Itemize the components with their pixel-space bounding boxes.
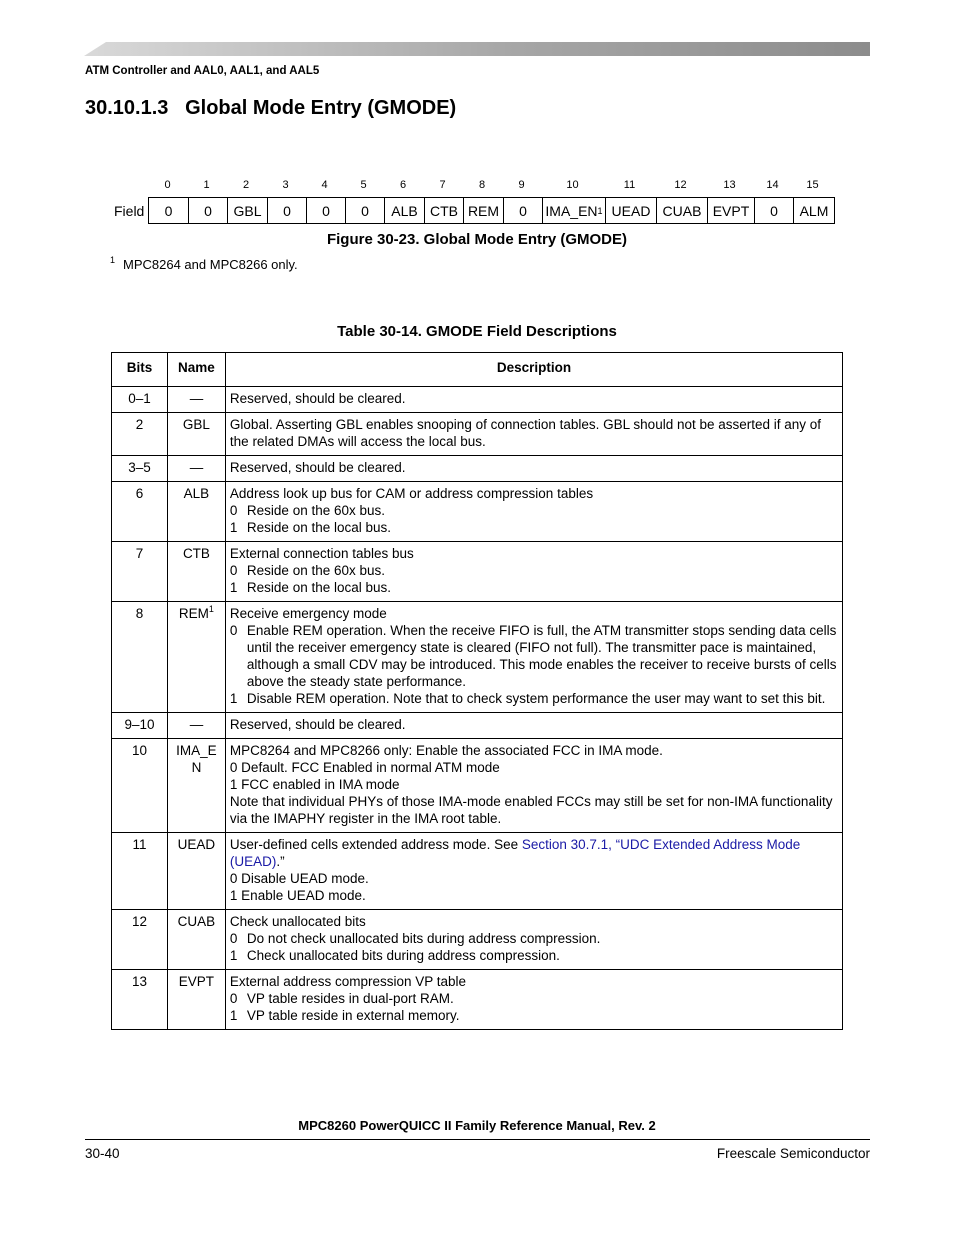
running-header: ATM Controller and AAL0, AAL1, and AAL5 bbox=[85, 65, 320, 77]
table-row bbox=[112, 542, 843, 602]
cell-bits: 2 bbox=[112, 413, 168, 456]
header-bar bbox=[84, 42, 870, 56]
cell-name-text: GBL bbox=[182, 417, 210, 432]
cell-description bbox=[225, 456, 842, 482]
cell-bits: 9–10 bbox=[112, 713, 168, 739]
description-line: External connection tables bus bbox=[229, 546, 414, 561]
register-field-text: CUAB bbox=[662, 202, 702, 219]
cell-name-text: IMA_EN bbox=[176, 743, 217, 775]
cell-name bbox=[167, 602, 225, 713]
register-field bbox=[754, 198, 793, 223]
table-row bbox=[112, 456, 843, 482]
item-value: 1 bbox=[229, 948, 238, 963]
item-value: 0 bbox=[229, 503, 238, 518]
table-row bbox=[112, 739, 843, 833]
item-text: VP table resides in dual-port RAM. bbox=[246, 991, 454, 1006]
item-text: Do not check unallocated bits during address compression. bbox=[246, 931, 601, 946]
register-field-text: 0 bbox=[770, 202, 778, 219]
table-header-row bbox=[112, 353, 843, 387]
register-field-text: CTB bbox=[430, 202, 458, 219]
name-footnote-mark: 1 bbox=[208, 604, 214, 614]
bit-number: 15 bbox=[806, 179, 819, 191]
section-number: 30.10.1.3 bbox=[85, 97, 169, 119]
cell-name-text: — bbox=[189, 391, 204, 406]
register-field-text: 0 bbox=[519, 202, 527, 219]
register-field bbox=[188, 198, 227, 223]
field-descriptions-table bbox=[111, 352, 843, 1030]
register-field-text: UEAD bbox=[611, 202, 651, 219]
cell-name bbox=[167, 456, 225, 482]
register-bit-numbers bbox=[148, 179, 833, 191]
cell-description bbox=[225, 602, 842, 713]
footer-title: MPC8260 PowerQUICC II Family Reference Manual, Rev. 2 bbox=[298, 1118, 656, 1133]
item-text: Enable REM operation. When the receive FIFO is full, the ATM transmitter stops sending data cells until the receiver emergency state is cleared (FIFO not full). The transmitter pace is maintained, although a small CDV may be introduced. This mode enables the receiver to receive bursts of cells above the steady state performance. bbox=[246, 623, 837, 689]
item-value: 1 bbox=[229, 691, 238, 706]
register-field bbox=[424, 198, 463, 223]
bit-number: 12 bbox=[674, 179, 687, 191]
register-field bbox=[149, 198, 188, 223]
item-value: 0 bbox=[229, 991, 238, 1006]
register-field bbox=[227, 198, 267, 223]
section-heading: Global Mode Entry (GMODE) bbox=[185, 97, 457, 119]
item-text: Reside on the local bus. bbox=[246, 580, 392, 595]
register-field-text: ALM bbox=[799, 202, 829, 219]
description-line: 0 Disable UEAD mode. bbox=[229, 871, 369, 886]
cell-description bbox=[225, 910, 842, 970]
register-field bbox=[384, 198, 424, 223]
register-field bbox=[306, 198, 345, 223]
item-value: 1 bbox=[229, 580, 238, 595]
register-field-label: Field bbox=[114, 203, 145, 219]
cell-description bbox=[225, 833, 842, 910]
cell-bits: 10 bbox=[112, 739, 168, 833]
register-field-text: 0 bbox=[361, 202, 369, 219]
register-fields bbox=[148, 197, 835, 224]
cell-description bbox=[225, 413, 842, 456]
item-value: 1 bbox=[229, 520, 238, 535]
item-value: 0 bbox=[229, 931, 238, 946]
description-line: Reserved, should be cleared. bbox=[229, 391, 406, 406]
register-field bbox=[793, 198, 834, 223]
cell-bits: 7 bbox=[112, 542, 168, 602]
description-line bbox=[230, 836, 838, 870]
item-text: Reside on the local bus. bbox=[246, 520, 392, 535]
bit-number: 0 bbox=[164, 179, 171, 191]
register-field bbox=[267, 198, 306, 223]
cell-name-text: CTB bbox=[182, 546, 210, 561]
section-title bbox=[85, 97, 456, 120]
cell-description bbox=[225, 387, 842, 413]
bit-number: 3 bbox=[282, 179, 289, 191]
cell-name bbox=[167, 413, 225, 456]
register-field-text: 0 bbox=[164, 202, 173, 219]
header-bits: Bits bbox=[112, 353, 168, 387]
description-item bbox=[230, 930, 838, 947]
description-line: Receive emergency mode bbox=[229, 606, 387, 621]
item-text: Reside on the 60x bus. bbox=[246, 503, 386, 518]
cell-bits: 12 bbox=[112, 910, 168, 970]
footnote-mark: 1 bbox=[110, 255, 116, 265]
cell-name-text: CUAB bbox=[177, 914, 216, 929]
cell-bits: 6 bbox=[112, 482, 168, 542]
item-text: VP table reside in external memory. bbox=[246, 1008, 460, 1023]
cell-name bbox=[167, 482, 225, 542]
register-field-text: IMA_EN bbox=[545, 202, 598, 219]
bit-number: 6 bbox=[399, 179, 407, 191]
register-field bbox=[656, 198, 707, 223]
bit-number: 7 bbox=[439, 179, 446, 191]
register-field-text: 0 bbox=[283, 202, 291, 219]
header-name: Name bbox=[167, 353, 225, 387]
cell-name-text: — bbox=[189, 460, 204, 475]
bit-number: 14 bbox=[766, 179, 779, 191]
bit-number: 8 bbox=[478, 179, 486, 191]
bit-number: 5 bbox=[360, 179, 367, 191]
register-field-text: 0 bbox=[204, 202, 212, 219]
item-text: Reside on the 60x bus. bbox=[246, 563, 386, 578]
header-description: Description bbox=[225, 353, 842, 387]
cell-name-text: — bbox=[189, 717, 204, 732]
cell-bits: 8 bbox=[112, 602, 168, 713]
cell-name bbox=[167, 833, 225, 910]
description-line: MPC8264 and MPC8266 only: Enable the associated FCC in IMA mode. bbox=[229, 743, 663, 758]
cell-name-text: REM bbox=[178, 606, 209, 621]
description-line: Global. Asserting GBL enables snooping of connection tables. GBL should not be asserted if any of the related DMAs will access the local bus. bbox=[229, 417, 822, 449]
table-row bbox=[112, 910, 843, 970]
cell-name bbox=[167, 910, 225, 970]
cell-description bbox=[225, 739, 842, 833]
description-item bbox=[230, 562, 838, 579]
description-line: Reserved, should be cleared. bbox=[229, 717, 406, 732]
table-caption: Table 30-14. GMODE Field Descriptions bbox=[337, 323, 617, 340]
description-item bbox=[230, 519, 838, 536]
table-row bbox=[112, 713, 843, 739]
register-field bbox=[707, 198, 754, 223]
cell-description bbox=[225, 713, 842, 739]
description-item bbox=[230, 579, 838, 596]
description-line: Check unallocated bits bbox=[229, 914, 366, 929]
cell-name-text: UEAD bbox=[177, 837, 216, 852]
description-item bbox=[230, 690, 838, 707]
text-after-link: .” bbox=[276, 854, 285, 869]
cell-description bbox=[225, 482, 842, 542]
register-field-text: ALB bbox=[391, 202, 418, 219]
bit-number: 9 bbox=[518, 179, 525, 191]
description-item bbox=[230, 1007, 838, 1024]
item-text: Disable REM operation. Note that to check system performance the user may want to set this bit. bbox=[246, 691, 826, 706]
cell-name bbox=[167, 713, 225, 739]
description-line: Reserved, should be cleared. bbox=[229, 460, 406, 475]
cell-bits: 11 bbox=[112, 833, 168, 910]
text-before-link: User-defined cells extended address mode. See bbox=[229, 837, 522, 852]
cell-bits: 0–1 bbox=[112, 387, 168, 413]
table-row bbox=[112, 413, 843, 456]
item-value: 1 bbox=[229, 1008, 238, 1023]
bit-number: 2 bbox=[242, 179, 250, 191]
description-item bbox=[230, 990, 838, 1007]
cell-description bbox=[225, 970, 842, 1030]
table-row bbox=[112, 970, 843, 1030]
description-line: Address look up bus for CAM or address compression tables bbox=[229, 486, 594, 501]
bit-number: 11 bbox=[623, 179, 636, 191]
item-value: 0 bbox=[229, 563, 238, 578]
description-item bbox=[230, 502, 838, 519]
register-field: IMA_EN 1 bbox=[542, 198, 605, 223]
description-item bbox=[230, 622, 838, 690]
bit-number: 4 bbox=[321, 179, 328, 191]
section-reference-link[interactable]: Section 30.7.1, “UDC Extended Address Mode (UEAD) bbox=[229, 837, 801, 869]
bit-number: 1 bbox=[203, 179, 210, 191]
register-field-text: GBL bbox=[233, 202, 262, 219]
description-line: 1 FCC enabled in IMA mode bbox=[229, 777, 400, 792]
bit-number: 10 bbox=[566, 179, 579, 191]
register-field-text: EVPT bbox=[712, 202, 750, 219]
description-line: Note that individual PHYs of those IMA-mode enabled FCCs may still be set for non-IMA functionality via the IMAPHY register in the IMA root table. bbox=[229, 794, 833, 826]
table-row bbox=[112, 602, 843, 713]
item-value: 0 bbox=[229, 623, 238, 638]
footnote-text: MPC8264 and MPC8266 only. bbox=[123, 257, 298, 272]
description-item bbox=[230, 947, 838, 964]
cell-bits: 3–5 bbox=[112, 456, 168, 482]
cell-bits: 13 bbox=[112, 970, 168, 1030]
page-number: 30-40 bbox=[85, 1146, 120, 1161]
register-field-text: 0 bbox=[322, 202, 330, 219]
footer-rule bbox=[85, 1139, 870, 1140]
description-line: 1 Enable UEAD mode. bbox=[229, 888, 366, 903]
bit-number: 13 bbox=[723, 179, 736, 191]
cell-description bbox=[225, 542, 842, 602]
register-field-text: REM bbox=[467, 202, 500, 219]
description-line: 0 Default. FCC Enabled in normal ATM mode bbox=[229, 760, 500, 775]
footnote bbox=[110, 255, 298, 272]
cell-name-text: EVPT bbox=[178, 974, 215, 989]
figure-caption: Figure 30-23. Global Mode Entry (GMODE) bbox=[326, 231, 628, 248]
publisher: Freescale Semiconductor bbox=[716, 1146, 870, 1161]
cell-name bbox=[167, 739, 225, 833]
cell-name bbox=[167, 387, 225, 413]
cell-name-text: ALB bbox=[183, 486, 210, 501]
table-row bbox=[112, 387, 843, 413]
cell-name bbox=[167, 542, 225, 602]
register-field bbox=[605, 198, 656, 223]
register-field bbox=[463, 198, 503, 223]
description-line: External address compression VP table bbox=[229, 974, 467, 989]
item-text: Check unallocated bits during address compression. bbox=[246, 948, 560, 963]
register-field bbox=[503, 198, 542, 223]
table-row bbox=[112, 833, 843, 910]
table-row bbox=[112, 482, 843, 542]
register-field bbox=[345, 198, 384, 223]
cell-name bbox=[167, 970, 225, 1030]
